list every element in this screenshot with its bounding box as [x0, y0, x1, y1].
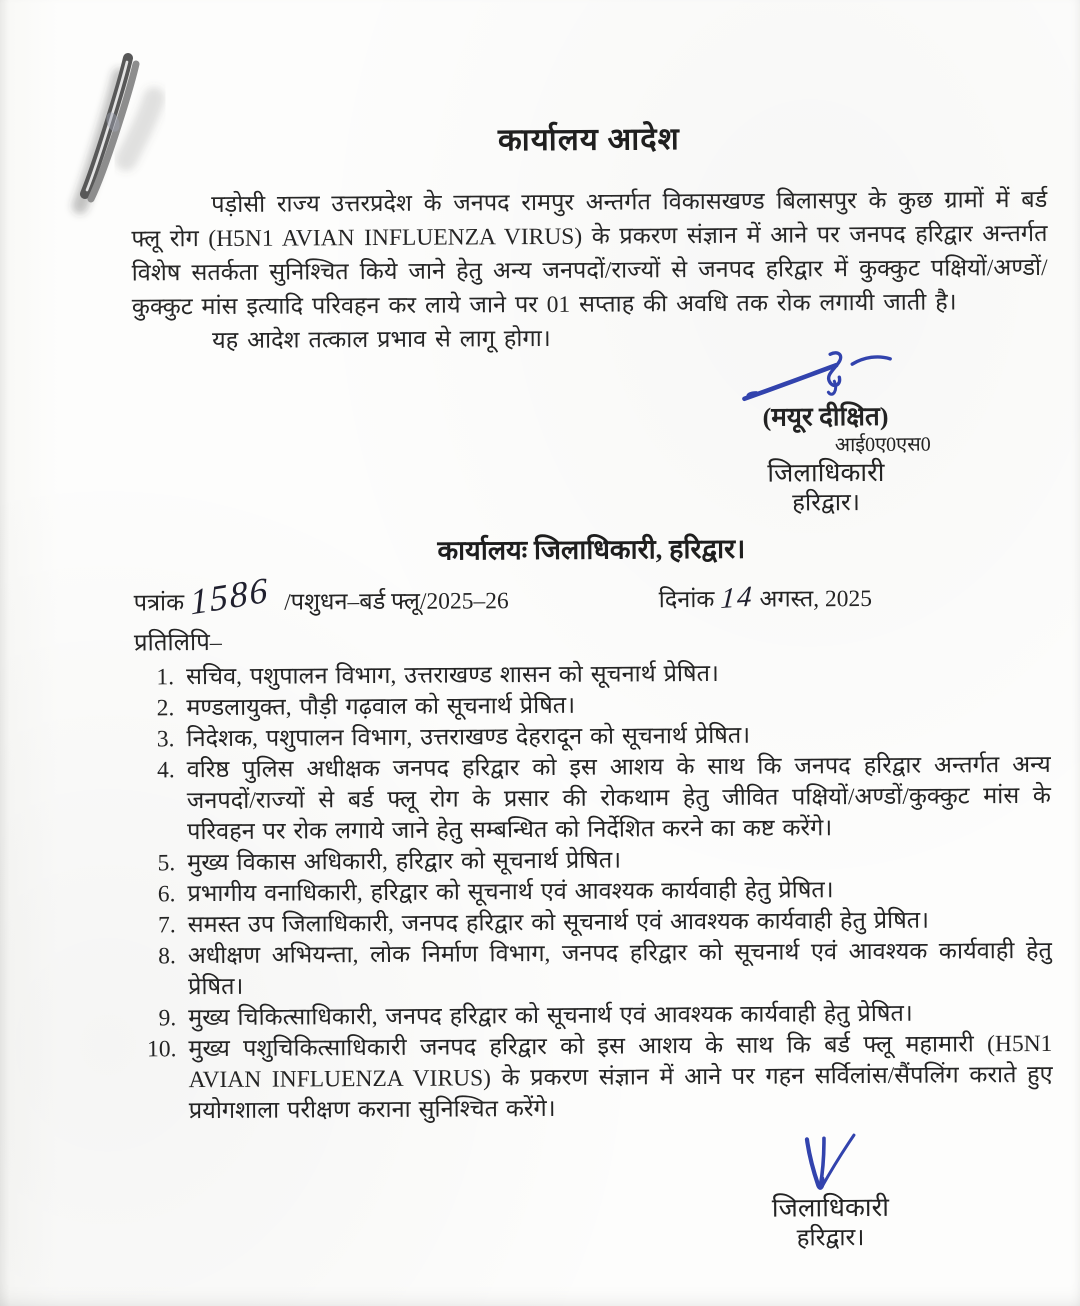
list-item: 5. मुख्य विकास अधिकारी, हरिद्वार को सूचनार्थ प्रेषित।: [157, 847, 622, 877]
signatory-place: हरिद्वार।: [792, 490, 861, 517]
ref-number-handwritten: 1586: [189, 569, 271, 623]
bottom-signatory-designation: जिलाधिकारी: [771, 1192, 890, 1223]
ink-signature-icon: [738, 348, 903, 407]
ink-signature-icon: [793, 1129, 865, 1201]
date-rest: अगस्त, 2025: [759, 585, 873, 613]
list-item: 1. सचिव, पशुपालन विभाग, उत्तराखण्ड शासन को सूचनार्थ प्रेषित।: [156, 660, 719, 691]
paper-clip-icon: [58, 44, 188, 234]
date-label: दिनांक: [658, 586, 715, 614]
effect-line: यह आदेश तत्काल प्रभाव से लागू होगा।: [211, 325, 551, 355]
list-item: 2. मण्डलायुक्त, पौड़ी गढ़वाल को सूचनार्थ प्रेषित।: [156, 692, 576, 722]
bottom-signatory-place: हरिद्वार।: [796, 1225, 865, 1252]
list-item: 4. वरिष्ठ पुलिस अधीक्षक जनपद हरिद्वार को इस आशय के साथ कि जनपद हरिद्वार अन्तर्गत अन्य जनपदों/राज्यों से बर्ड फ्लू रोग के प्रसार की रोकथाम हेतु जीवित पक्षियों/अण्डों/कुक्कुट मांस के परिवहन पर रोक लगाये जाने हेतु सम्बन्धित को निर्देशित करने का कष्ट करेंगे।: [156, 751, 1051, 846]
reference-line: [133, 569, 1050, 623]
list-item: 9. मुख्य चिकित्साधिकारी, जनपद हरिद्वार को सूचनार्थ एवं आवश्यक कार्यवाही हेतु प्रेषित।: [158, 1000, 913, 1032]
list-item: 3. निदेशक, पशुपालन विभाग, उत्तराखण्ड देहरादून को सूचनार्थ प्रेषित।: [156, 722, 751, 753]
list-item: 8. अधीक्षण अभियन्ता, लोक निर्माण विभाग, जनपद हरिद्वार को सूचनार्थ एवं आवश्यक कार्यवाही हेतु प्रेषित।: [158, 937, 1052, 1001]
document-title: कार्यालय आदेश: [497, 121, 680, 158]
office-heading: कार्यालयः जिलाधिकारी, हरिद्वार।: [437, 533, 746, 566]
list-item: 7. समस्त उप जिलाधिकारी, जनपद हरिद्वार को सूचनार्थ एवं आवश्यक कार्यवाही हेतु प्रेषित।: [157, 907, 930, 939]
signatory-service: आई0ए0एस0: [834, 433, 931, 457]
list-item: 6. प्रभागीय वनाधिकारी, हरिद्वार को सूचनार्थ एवं आवश्यक कार्यवाही हेतु प्रेषित।: [157, 877, 834, 908]
copy-label: प्रतिलिपि–: [133, 629, 222, 657]
list-item: 10. मुख्य पशुचिकित्साधिकारी जनपद हरिद्वार को इस आशय के साथ कि बर्ड फ्लू महामारी (H5N1 AVIAN INFLUENZA VIRUS) के प्रकरण संज्ञान में आने पर गहन सर्विलांस/सैंपलिंग कराते हुए प्रयोगशाला परीक्षण कराना सुनिश्चित करेंगे।: [146, 1030, 1053, 1125]
ref-suffix: /पशुधन–बर्ड फ्लू/2025–26: [284, 588, 509, 616]
signatory-designation: जिलाधिकारी: [767, 457, 885, 488]
signatory-name: (मयूर दीक्षित): [762, 401, 889, 432]
bottom-signatory-block: [735, 1129, 926, 1254]
date-day-handwritten: 14: [719, 580, 755, 616]
ref-label: पत्रांक: [133, 590, 185, 617]
copy-list: [134, 657, 1053, 1128]
signatory-block: [710, 348, 941, 519]
order-paragraph: पड़ोसी राज्य उत्तरप्रदेश के जनपद रामपुर अन्तर्गत विकासखण्ड बिलासपुर के कुछ ग्रामों में बर्ड फ्लू रोग (H5N1 AVIAN INFLUENZA VIRUS) के प्रकरण संज्ञान में आने पर जनपद हरिद्वार अन्तर्गत विशेष सतर्कता सुनिश्चित किये जाने हेतु अन्य जनपदों/राज्यों से जनपद हरिद्वार में कुक्कुट पक्षियों/अण्डों/कुक्कुट मांस इत्यादि परिवहन कर लाये जाने पर 01 सप्ताह की अवधि तक रोक लगायी जाती है।: [131, 186, 1048, 321]
